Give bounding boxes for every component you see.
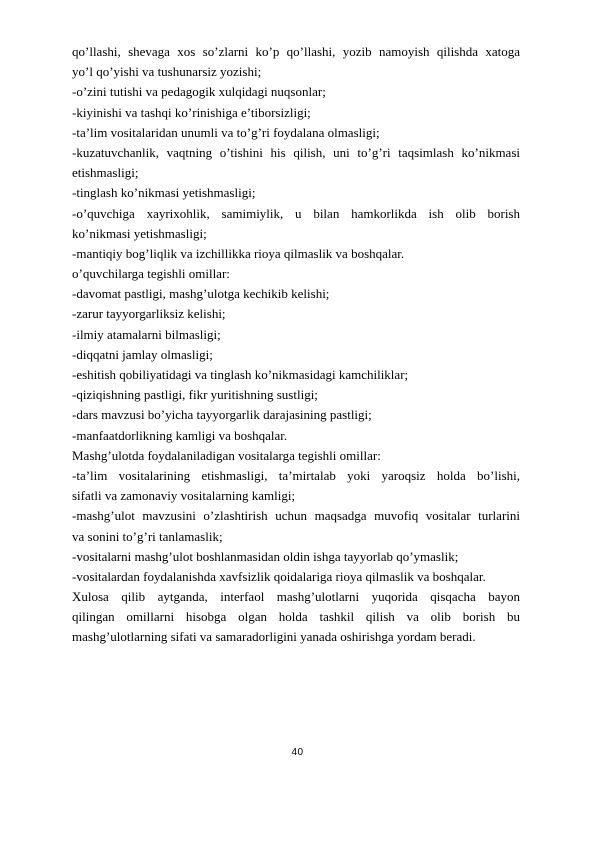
text-line: -diqqatni jamlay olmasligi;: [72, 346, 213, 362]
text-line: yo’l qo’yishi va tushunarsiz yozishi;: [72, 64, 262, 80]
text-line: -manfaatdorlikning kamligi va boshqalar.: [72, 427, 288, 443]
text-line: qilingan omillarni hisobga olgan holda tashkil qilish va olib borish bu: [72, 609, 520, 625]
text-line: mashg’ulotlarning sifati va samaradorligini yanada oshirishga yordam beradi.: [72, 629, 476, 645]
text-line: -vositalardan foydalanishda xavfsizlik qoidalariga rioya qilmaslik va boshqalar.: [72, 568, 486, 584]
text-line: -vositalarni mashg’ulot boshlanmasidan oldin ishga tayyorlab qo’ymaslik;: [72, 548, 459, 564]
text-line: Mashg’ulotda foydalaniladigan vositalarga tegishli omillar:: [72, 447, 381, 463]
text-line: -ta’lim vositalarining etishmasligi, ta’mirtalab yoki yaroqsiz holda bo’lishi,: [72, 467, 520, 483]
text-line: -davomat pastligi, mashg’ulotga kechikib kelishi;: [72, 286, 330, 302]
text-line: -eshitish qobiliyatidagi va tinglash ko’nikmasidagi kamchiliklar;: [72, 367, 409, 382]
text-line: -dars mavzusi bo’yicha tayyorgarlik darajasining pastligi;: [72, 407, 372, 423]
text-line: -kuzatuvchanlik, vaqtning o’tishini his qilish, uni to’g’ri taqsimlash ko’nikmasi: [72, 144, 520, 160]
text-line: -ta’lim vositalaridan unumli va to’g’ri foydalana olmasligi;: [72, 124, 380, 140]
text-line: -tinglash ko’nikmasi yetishmasligi;: [72, 185, 256, 201]
text-line: Xulosa qilib aytganda, interfaol mashg’ulotlarni yuqorida qisqacha bayon: [72, 589, 520, 605]
text-line: -qiziqishning pastligi, fikr yuritishning sustligi;: [72, 387, 318, 403]
page-number: 40: [291, 747, 304, 758]
text-line: -o’quvchiga xayrixohlik, samimiylik, u bilan hamkorlikda ish olib borish: [72, 205, 520, 221]
text-line: -zarur tayyorgarliksiz kelishi;: [72, 306, 226, 322]
text-line: -o’zini tutishi va pedagogik xulqidagi nuqsonlar;: [72, 84, 326, 100]
text-line: -kiyinishi va tashqi ko’rinishiga e’tiborsizligi;: [72, 104, 311, 120]
text-line: etishmasligi;: [72, 165, 139, 181]
text-line: va sonini to’g’ri tanlamaslik;: [72, 528, 223, 544]
text-line: o’quvchilarga tegishli omillar:: [72, 266, 230, 282]
text-line: -mantiqiy bog’liqlik va izchillikka rioya qilmaslik va boshqalar.: [72, 245, 405, 261]
text-line: qo’llashi, shevaga xos so’zlarni ko’p qo’llashi, yozib namoyish qilishda xatoga: [72, 44, 520, 59]
text-line: sifatli va zamonaviy vositalarning kamligi;: [72, 488, 296, 504]
text-line: -mashg’ulot mavzusini o’zlashtirish uchun maqsadga muvofiq vositalar turlarini: [72, 508, 520, 524]
document-body: [72, 42, 520, 648]
text-line: -ilmiy atamalarni bilmasligi;: [72, 326, 221, 342]
text-line: ko’nikmasi yetishmasligi;: [72, 225, 207, 241]
